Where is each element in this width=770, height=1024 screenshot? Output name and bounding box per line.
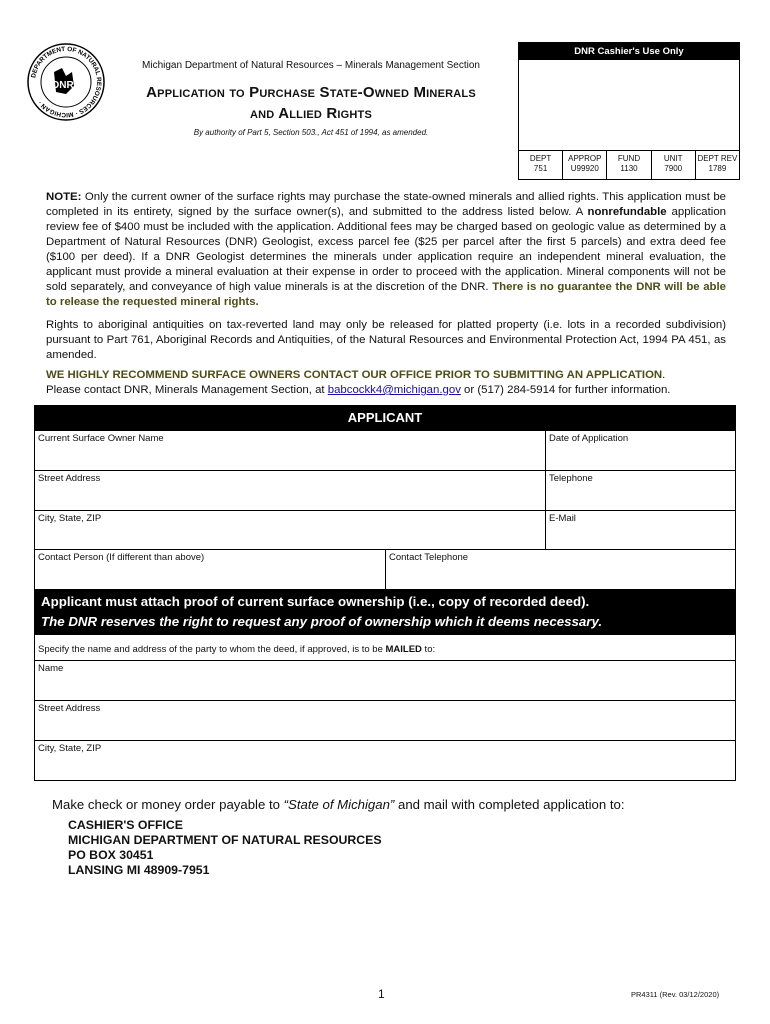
svg-text:DEPARTMENT OF NATURAL RESOURCE: DEPARTMENT OF NATURAL RESOURCES · MICHIGAN · (30, 45, 103, 119)
email-link[interactable]: babcockk4@michigan.gov (327, 384, 461, 396)
applicant-heading: APPLICANT (35, 406, 735, 430)
address-line: PO BOX 30451 (68, 848, 154, 862)
mail-name-row (35, 660, 735, 701)
city-row (35, 510, 735, 550)
aboriginal-rights-paragraph: Rights to aboriginal antiquities on tax-reverted land may only be released for platted property (i.e. lots in a recorded subdivision) pursuant to Part 761, Aboriginal Records and Antiquities, of the Natural Resources and Environmental Protection Act, 1994 PA 451, as amended. (46, 319, 726, 361)
code-unit: UNIT 7900 (652, 151, 696, 179)
page-title (100, 82, 522, 124)
mailing-instruction: Specify the name and address of the party to whom the deed, if approved, is to be MAILED to: (38, 644, 436, 655)
payment-instruction: Make check or money order payable to “State of Michigan” and mail with completed application to: (52, 797, 625, 812)
street-field[interactable]: Street Address (38, 473, 101, 484)
mail-city-row (35, 740, 735, 782)
no-guarantee-text: There is no guarantee the DNR will be able to release the requested mineral rights. (46, 281, 726, 308)
code-dept: DEPT 751 (519, 151, 563, 179)
cashier-use-box (518, 42, 740, 180)
authority-note: By authority of Part 5, Section 503., Act 451 of 1994, as amended. (193, 128, 429, 137)
mail-street-field[interactable]: Street Address (38, 703, 101, 714)
code-approp: APPROP U99920 (563, 151, 607, 179)
code-fund: FUND 1130 (607, 151, 651, 179)
mailing-address (68, 818, 382, 878)
seal-abbrev: DNR (52, 80, 74, 91)
email-field[interactable]: E-Mail (545, 511, 735, 550)
owner-name-field[interactable]: Current Surface Owner Name (38, 433, 164, 444)
recommend-paragraph: WE HIGHLY RECOMMEND SURFACE OWNERS CONTACT OUR OFFICE PRIOR TO SUBMITTING AN APPLICATION. Please contact DNR, Minerals Management Section, at babcockk4@michigan.gov or (517) 284-5914 for further information. (46, 369, 671, 396)
form-id: PR4311 (Rev. 03/12/2020) (631, 990, 720, 999)
contact-row (35, 549, 735, 590)
applicant-form (34, 405, 736, 781)
date-field[interactable]: Date of Application (545, 431, 735, 471)
proof-banner: Applicant must attach proof of current surface ownership (i.e., copy of recorded deed). The DNR reserves the right to request any proof of ownership which it deems necessary. (35, 589, 735, 635)
street-row (35, 470, 735, 511)
mail-name-field[interactable]: Name (38, 663, 64, 674)
contact-telephone-field[interactable]: Contact Telephone (385, 550, 735, 590)
title-line-1: Application to Purchase State-Owned Minerals (146, 84, 476, 101)
address-line: LANSING MI 48909-7951 (68, 863, 210, 877)
department-line: Michigan Department of Natural Resources – Minerals Management Section (142, 60, 480, 71)
mail-street-row (35, 700, 735, 741)
owner-row (35, 430, 735, 471)
city-field[interactable]: City, State, ZIP (38, 513, 102, 524)
title-line-2: and Allied Rights (249, 105, 373, 122)
address-line: CASHIER'S OFFICE (68, 818, 183, 832)
dnr-seal-logo (26, 42, 106, 122)
note-paragraph: NOTE: Only the current owner of the surface rights may purchase the state-owned minerals and allied rights. This application must be completed in its entirety, signed by the surface owner(s), and submitted to the address listed below. A nonrefundable application review fee of $400 must be included with the application. Additional fees may be charged based on geologic value as determined by a Department of Natural Resources (DNR) Geologist, excess parcel fee ($25 per parcel after the first 5 parcels) and extra deed fee ($100 per deed). If a DNR Geologist determines the minerals under application require an independent mineral evaluation, the applicant must provide a mineral evaluation at their expense in order to proceed with the application. Mineral components will not be sold separately, and conveyance of high value minerals is at the discretion of the DNR. There is no guarantee the DNR will be able to release the requested mineral rights. (46, 191, 726, 308)
cashier-heading: DNR Cashier's Use Only (519, 43, 739, 60)
mail-city-field[interactable]: City, State, ZIP (38, 743, 102, 754)
cashier-codes (519, 150, 739, 179)
contact-person-field[interactable]: Contact Person (If different than above) (38, 552, 205, 563)
telephone-field[interactable]: Telephone (545, 471, 735, 511)
page-number: 1 (378, 987, 385, 1001)
address-line: MICHIGAN DEPARTMENT OF NATURAL RESOURCES (68, 833, 382, 847)
code-dept-rev: DEPT REV 1789 (697, 154, 738, 173)
